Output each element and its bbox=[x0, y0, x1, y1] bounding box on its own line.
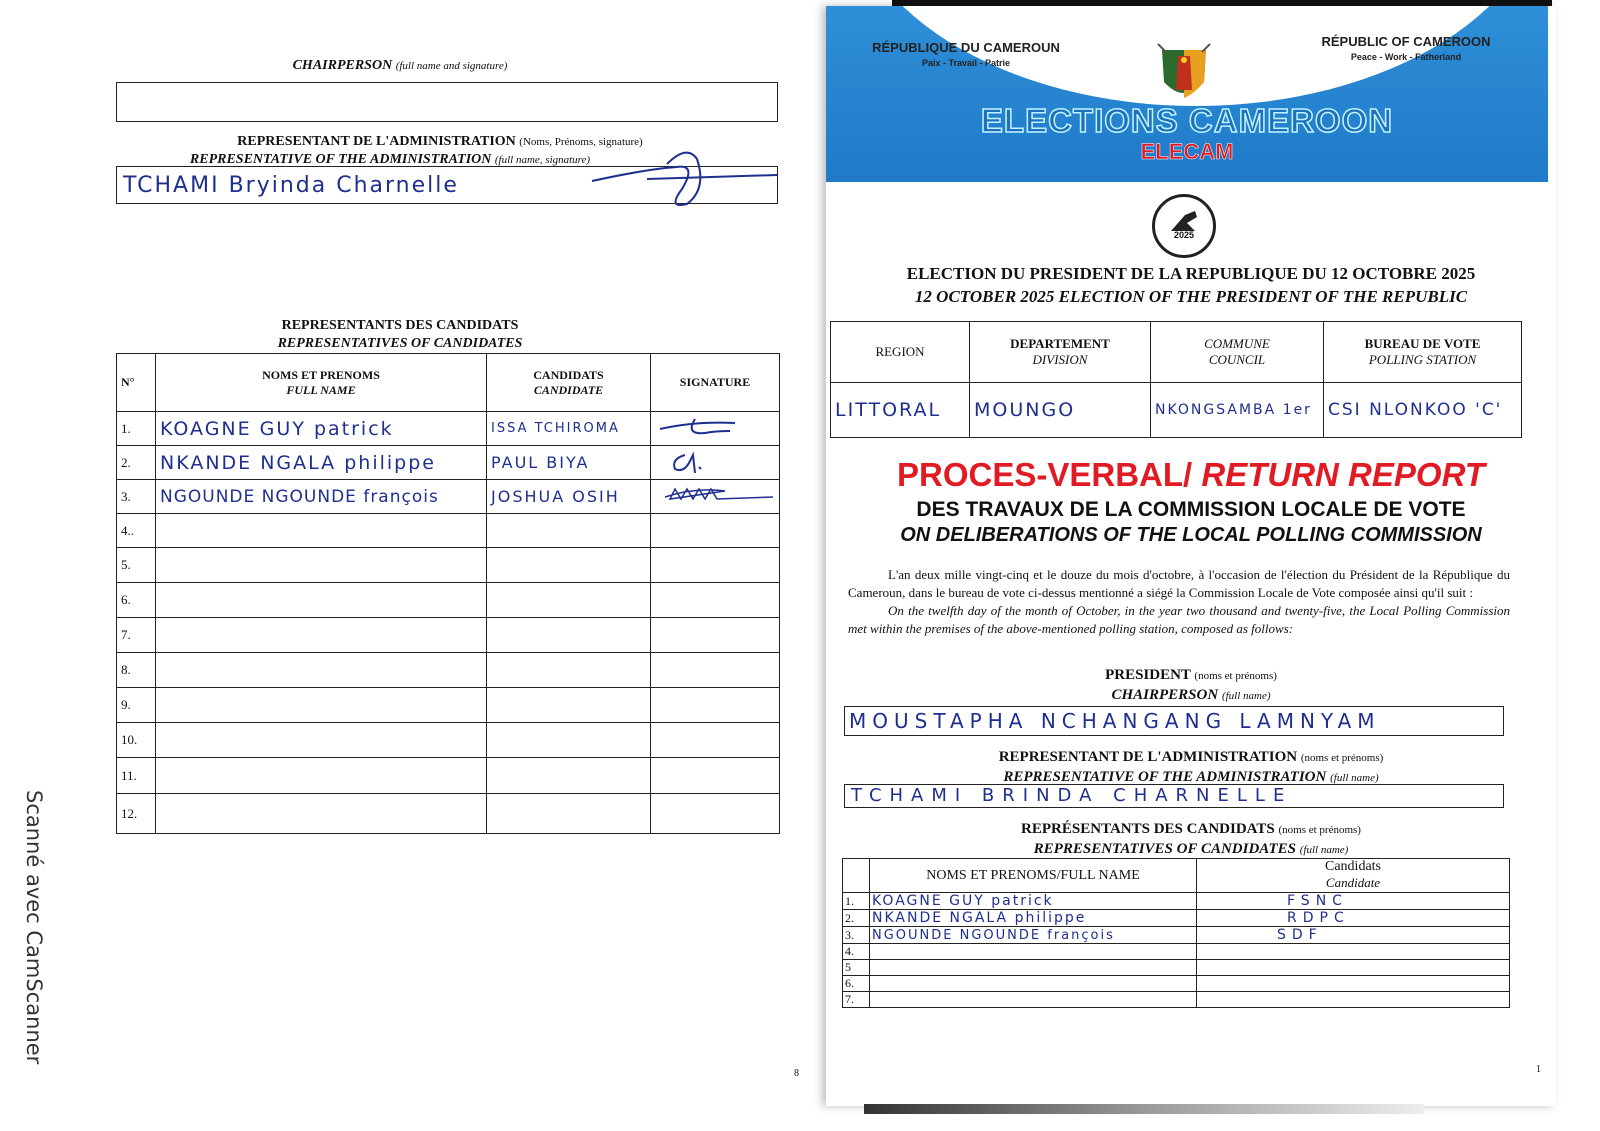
candidate-name[interactable] bbox=[487, 618, 651, 653]
candidate-party[interactable] bbox=[1197, 960, 1510, 976]
location-table bbox=[830, 321, 1522, 438]
signature-icon bbox=[655, 483, 775, 507]
rep-name[interactable] bbox=[156, 688, 487, 723]
reps-title-fr: REPRESENTANTS DES CANDIDATS bbox=[281, 318, 519, 333]
row-number: 11. bbox=[117, 758, 156, 794]
row-number: 12. bbox=[117, 794, 156, 834]
rep-name[interactable] bbox=[156, 514, 487, 548]
header-polling-station: BUREAU DE VOTE POLLING STATION bbox=[1324, 322, 1522, 383]
signature-cell[interactable] bbox=[651, 480, 780, 514]
candidate-party[interactable] bbox=[1197, 992, 1510, 1008]
president-field[interactable]: MOUSTAPHA NCHANGANG LAMNYAM bbox=[844, 706, 1504, 736]
candidate-name[interactable] bbox=[487, 653, 651, 688]
row-number: 4.. bbox=[117, 514, 156, 548]
rep-name[interactable] bbox=[156, 583, 487, 618]
row-number: 3. bbox=[843, 927, 870, 944]
rep-name[interactable]: NKANDE NGALA philippe bbox=[870, 910, 1197, 927]
rep-name[interactable]: NGOUNDE NGOUNDE françois bbox=[870, 927, 1197, 944]
chairperson-field[interactable] bbox=[116, 82, 778, 122]
table-row bbox=[117, 514, 780, 548]
row-number: 10. bbox=[117, 723, 156, 758]
row-number: 6. bbox=[117, 583, 156, 618]
signature-cell[interactable] bbox=[651, 412, 780, 446]
rep-name[interactable]: NKANDE NGALA philippe bbox=[156, 446, 487, 480]
report-title: PROCES-VERBAL/ RETURN REPORT bbox=[897, 456, 1485, 493]
republic-fr: RÉPUBLIQUE DU CAMEROUN Paix - Travail - Patrie bbox=[872, 40, 1060, 68]
candidate-name[interactable] bbox=[487, 723, 651, 758]
report-subtitle-fr: DES TRAVAUX DE LA COMMISSION LOCALE DE VOTE bbox=[916, 498, 1466, 521]
table-row bbox=[117, 653, 780, 688]
col-no bbox=[843, 859, 870, 893]
admin-label-en: REPRESENTATIVE OF THE ADMINISTRATION (full name, signature) bbox=[189, 152, 591, 167]
table-row bbox=[843, 944, 1510, 960]
intro-fr: L'an deux mille vingt-cinq et le douze du mois d'octobre, à l'occasion de l'élection du Président de la République du Cameroun, dans le bureau de vote ci-dessus mentionné a siégé la Commission Locale de Vote composée ainsi qu'il suit : bbox=[848, 567, 1510, 600]
admin-field[interactable]: TCHAMI BRINDA CHARNELLE bbox=[844, 784, 1504, 808]
candidate-party[interactable] bbox=[1197, 944, 1510, 960]
row-number: 5. bbox=[117, 548, 156, 583]
candidate-name[interactable] bbox=[487, 794, 651, 834]
rep-name[interactable] bbox=[156, 618, 487, 653]
row-number: 2. bbox=[117, 446, 156, 480]
representatives-table bbox=[116, 353, 780, 834]
col-candidate: CANDIDATS CANDIDATE bbox=[487, 354, 651, 412]
signature-cell[interactable] bbox=[651, 794, 780, 834]
col-candidate: Candidats Candidate bbox=[1197, 859, 1510, 893]
row-number: 4. bbox=[843, 944, 870, 960]
president-label: PRESIDENT (noms et prénoms) CHAIRPERSON (full name) bbox=[1105, 667, 1277, 703]
rep-name[interactable] bbox=[870, 960, 1197, 976]
candidate-name[interactable] bbox=[487, 758, 651, 794]
table-row bbox=[117, 688, 780, 723]
signature-cell[interactable] bbox=[651, 653, 780, 688]
signature-cell[interactable] bbox=[651, 758, 780, 794]
col-signature: SIGNATURE bbox=[651, 354, 780, 412]
report-subtitle-en: ON DELIBERATIONS OF THE LOCAL POLLING COMMISSION bbox=[900, 524, 1482, 546]
table-row bbox=[117, 723, 780, 758]
signature-icon bbox=[655, 415, 745, 439]
intro-en: On the twelfth day of the month of October, in the year two thousand and twenty-five, the Local Polling Commission met within the premises of the above-mentioned polling station, composed as follows: bbox=[848, 603, 1510, 636]
table-row bbox=[843, 976, 1510, 992]
rep-name[interactable]: KOAGNE GUY patrick bbox=[870, 893, 1197, 910]
rep-name[interactable]: NGOUNDE NGOUNDE françois bbox=[156, 480, 487, 514]
rep-name[interactable] bbox=[156, 758, 487, 794]
row-number: 1. bbox=[117, 412, 156, 446]
rep-name[interactable] bbox=[870, 992, 1197, 1008]
election-seal-icon: 2025 bbox=[1152, 194, 1216, 258]
region-value[interactable]: LITTORAL bbox=[831, 383, 970, 438]
signature-icon bbox=[655, 449, 745, 473]
header-region: REGION bbox=[831, 322, 970, 383]
watermark-text: Scanné avec CamScanner bbox=[22, 790, 46, 1065]
row-number: 5 bbox=[843, 960, 870, 976]
candidate-name[interactable] bbox=[487, 583, 651, 618]
row-number: 8. bbox=[117, 653, 156, 688]
table-row bbox=[117, 618, 780, 653]
table-row bbox=[117, 548, 780, 583]
header-division: DEPARTEMENT DIVISION bbox=[970, 322, 1151, 383]
polling-station-value[interactable]: CSI NLONKOO 'C' bbox=[1324, 383, 1522, 438]
page-number: 1 bbox=[1536, 1064, 1541, 1075]
candidate-name[interactable] bbox=[487, 688, 651, 723]
row-number: 9. bbox=[117, 688, 156, 723]
rep-name[interactable] bbox=[156, 723, 487, 758]
page-number: 8 bbox=[794, 1068, 799, 1079]
table-row bbox=[117, 794, 780, 834]
table-row bbox=[843, 910, 1510, 927]
table-row bbox=[117, 758, 780, 794]
row-number: 2. bbox=[843, 910, 870, 927]
left-page bbox=[60, 0, 820, 1131]
camscanner-watermark bbox=[8, 790, 58, 1090]
table-row bbox=[117, 583, 780, 618]
rep-name[interactable] bbox=[156, 548, 487, 583]
intro-paragraph bbox=[848, 566, 1510, 638]
candidate-reps-table bbox=[842, 858, 1510, 1008]
col-name: NOMS ET PRENOMS FULL NAME bbox=[156, 354, 487, 412]
row-number: 6. bbox=[843, 976, 870, 992]
row-number: 1. bbox=[843, 893, 870, 910]
reps-title-en: REPRESENTATIVES OF CANDIDATES bbox=[277, 336, 523, 351]
admin-field[interactable]: TCHAMI Bryinda Charnelle bbox=[116, 166, 778, 204]
table-row bbox=[843, 960, 1510, 976]
table-row bbox=[117, 412, 780, 446]
rep-name[interactable] bbox=[156, 653, 487, 688]
signature-cell[interactable] bbox=[651, 618, 780, 653]
chairperson-label: CHAIRPERSON (full name and signature) bbox=[292, 58, 508, 73]
signature-icon bbox=[587, 149, 787, 219]
candidate-party[interactable]: SDF bbox=[1197, 927, 1510, 944]
rep-name[interactable] bbox=[870, 944, 1197, 960]
rep-name[interactable] bbox=[156, 794, 487, 834]
org-acronym: ELECAM bbox=[1140, 139, 1234, 164]
candidate-name[interactable]: PAUL BIYA bbox=[487, 446, 651, 480]
right-page bbox=[826, 6, 1556, 1106]
candidate-name[interactable] bbox=[487, 548, 651, 583]
org-name: ELECTIONS CAMEROON bbox=[980, 102, 1394, 139]
table-row bbox=[117, 446, 780, 480]
header-banner bbox=[826, 6, 1548, 182]
candidate-name[interactable]: JOSHUA OSIH bbox=[487, 480, 651, 514]
signature-cell[interactable] bbox=[651, 583, 780, 618]
table-row bbox=[843, 992, 1510, 1008]
election-title-fr: ELECTION DU PRESIDENT DE LA REPUBLIQUE DU 12 OCTOBRE 2025 bbox=[906, 264, 1476, 283]
admin-label: REPRESENTANT DE L'ADMINISTRATION (noms et prénoms) REPRESENTATIVE OF THE ADMINISTRATION (full name) bbox=[998, 749, 1384, 785]
reps-label: REPRÉSENTANTS DES CANDIDATS (noms et prénoms) REPRESENTATIVES OF CANDIDATES (full name) bbox=[1021, 821, 1361, 857]
council-value[interactable]: NKONGSAMBA 1er bbox=[1151, 383, 1324, 438]
republic-en: RÉPUBLIC OF CAMEROON Peace - Work - Fatherland bbox=[1321, 34, 1491, 62]
signature-cell[interactable] bbox=[651, 688, 780, 723]
candidate-party[interactable]: FSNC bbox=[1197, 893, 1510, 910]
division-value[interactable]: MOUNGO bbox=[970, 383, 1151, 438]
signature-cell[interactable] bbox=[651, 514, 780, 548]
candidate-name[interactable]: ISSA TCHIROMA bbox=[487, 412, 651, 446]
election-title-en: 12 OCTOBER 2025 ELECTION OF THE PRESIDENT OF THE REPUBLIC bbox=[914, 287, 1468, 306]
signature-cell[interactable] bbox=[651, 446, 780, 480]
candidate-party[interactable] bbox=[1197, 976, 1510, 992]
row-number: 7. bbox=[843, 992, 870, 1008]
table-row bbox=[117, 480, 780, 514]
candidate-name[interactable] bbox=[487, 514, 651, 548]
coat-of-arms-icon bbox=[1156, 42, 1212, 106]
candidate-party[interactable]: RDPC bbox=[1197, 910, 1510, 927]
signature-cell[interactable] bbox=[651, 723, 780, 758]
rep-name[interactable] bbox=[870, 976, 1197, 992]
table-row bbox=[843, 927, 1510, 944]
admin-label-fr: REPRESENTANT DE L'ADMINISTRATION (Noms, Prénoms, signature) bbox=[237, 134, 643, 149]
row-number: 3. bbox=[117, 480, 156, 514]
header-council: COMMUNE COUNCIL bbox=[1151, 322, 1324, 383]
table-row bbox=[843, 893, 1510, 910]
row-number: 7. bbox=[117, 618, 156, 653]
scan-edge-bottom bbox=[864, 1104, 1424, 1114]
col-no: N° bbox=[117, 354, 156, 412]
rep-name[interactable]: KOAGNE GUY patrick bbox=[156, 412, 487, 446]
signature-cell[interactable] bbox=[651, 548, 780, 583]
col-name: NOMS ET PRENOMS/FULL NAME bbox=[870, 859, 1197, 893]
